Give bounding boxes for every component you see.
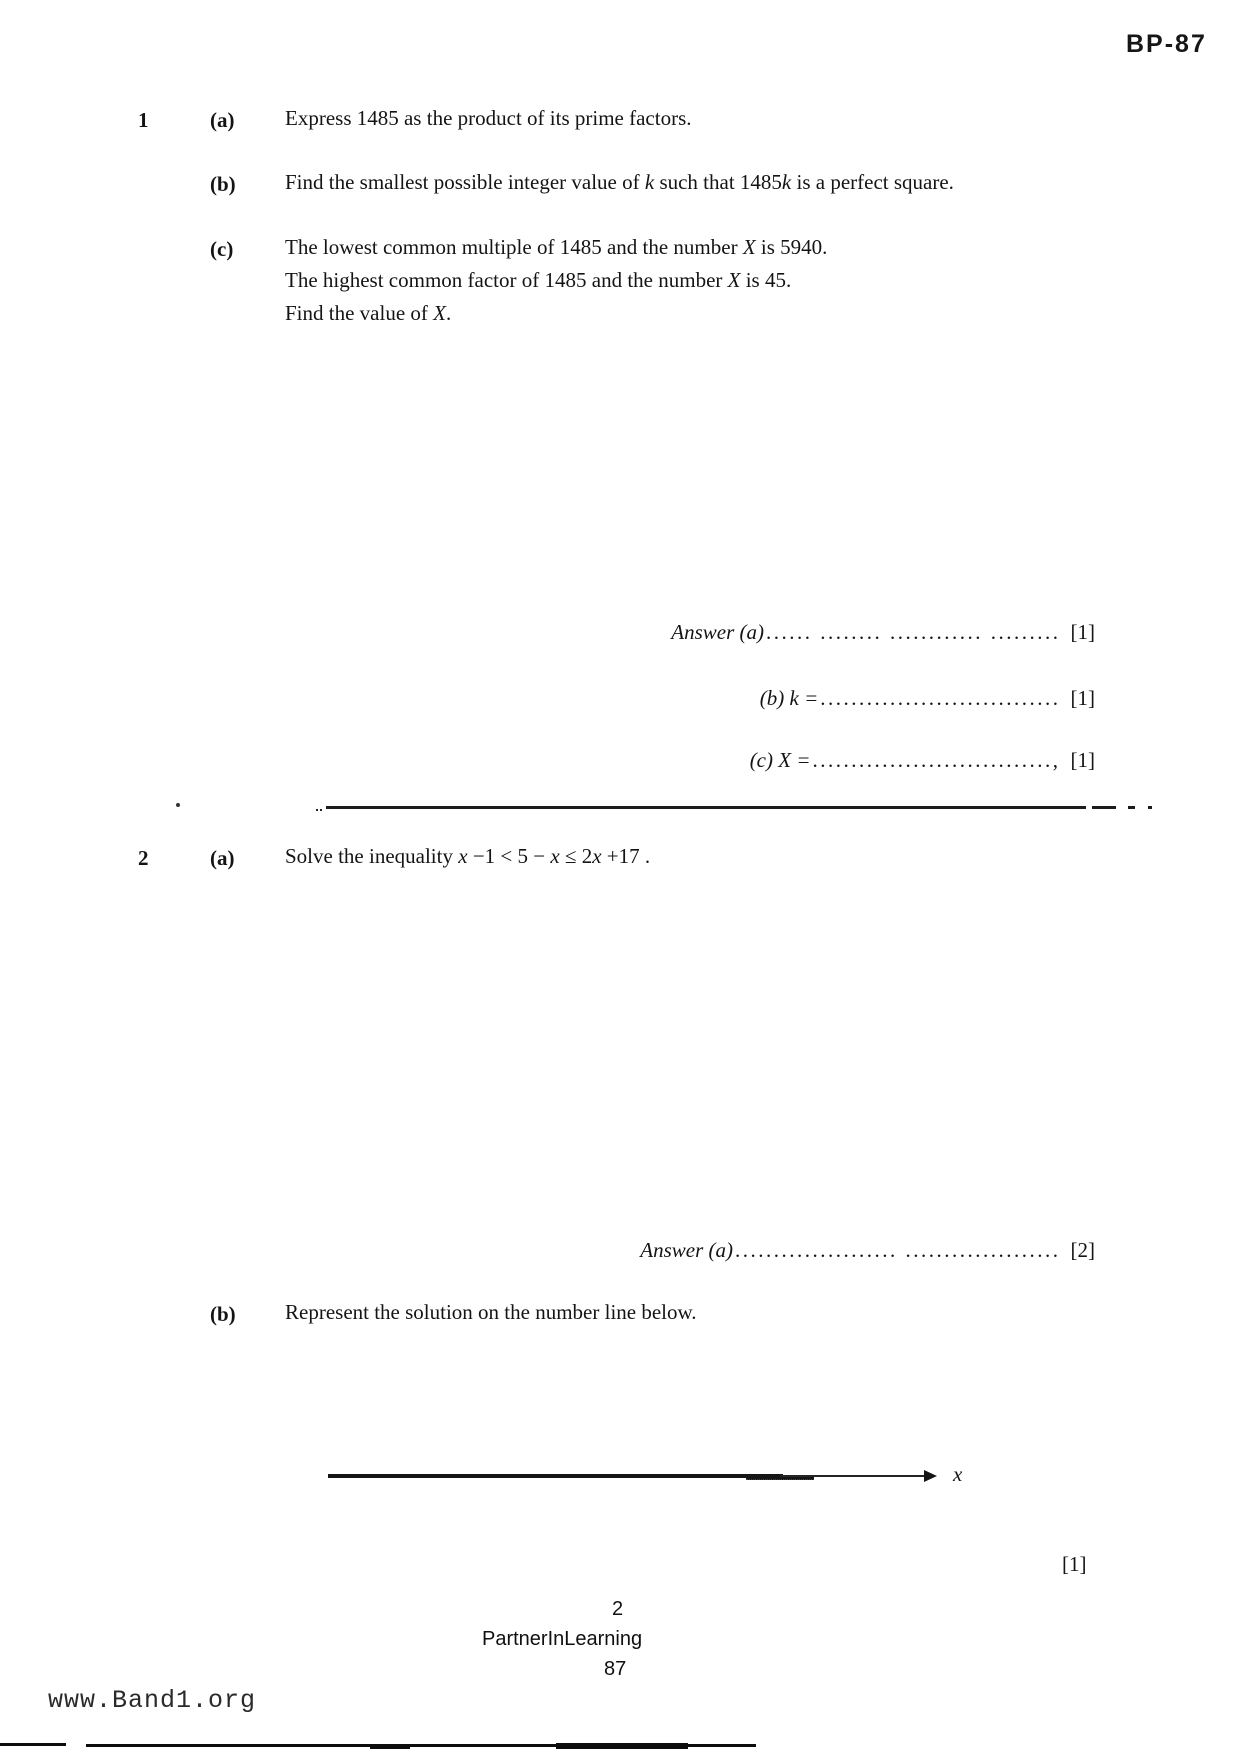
q1-part-a-label: (a) (210, 108, 235, 132)
q1-answer-c-label: (c) X = (749, 748, 811, 772)
q1-part-b-label: (b) (210, 172, 236, 196)
scan-edge-bar (0, 1743, 66, 1746)
number-line-scan-artifact (746, 1477, 814, 1480)
number-line-segment (328, 1474, 783, 1478)
number-line-arrowhead-icon (924, 1470, 937, 1482)
q1c-line2 (285, 264, 1085, 297)
q1-answer-a-blank: ...... ........ ............ ......... (766, 620, 1061, 644)
q2a-var-x3: x (592, 844, 602, 868)
q1c2-seg0: The highest common factor of 1485 and the number (285, 268, 728, 292)
q2-answer-a-label: Answer (a) (640, 1238, 733, 1262)
q2-answer-a-blank: ..................... .................... (735, 1238, 1061, 1262)
watermark-site: www.Band1.org (48, 1686, 257, 1715)
q1-answer-line-a (635, 620, 1095, 645)
scan-artifact-dot (176, 803, 180, 807)
q1-answer-line-b (635, 686, 1095, 711)
q1c3-seg0: Find the value of (285, 301, 434, 325)
q2-answer-a-marks: [2] (1070, 1238, 1095, 1262)
q1c-line1 (285, 231, 1085, 264)
q1-answer-c-blank: ..............................., (812, 748, 1061, 772)
section-divider (316, 806, 1146, 812)
q1-answer-a-marks: [1] (1070, 620, 1095, 644)
q2a-var-x2: x (550, 844, 560, 868)
q1-part-c-label: (c) (210, 237, 234, 261)
q1c2-seg2: is 45. (740, 268, 792, 292)
q2a-seg6: +17 . (601, 844, 651, 868)
paper-code: BP-87 (1126, 30, 1207, 58)
q1c3-var-x: X (433, 301, 446, 325)
q1c3-seg2: . (445, 301, 452, 325)
q2-part-b-label: (b) (210, 1302, 236, 1326)
q2-part-a-text (285, 840, 1085, 873)
footer-brand: PartnerInLearning (482, 1628, 643, 1650)
q1b-seg4: is a perfect square. (791, 170, 954, 194)
question-1-number: 1 (138, 108, 149, 132)
q1-answer-b-label: (b) k = (759, 686, 819, 710)
q1c-line3 (285, 297, 1085, 330)
number-line-segment-thin (780, 1475, 926, 1477)
q1b-var-k2: k (781, 170, 792, 194)
number-line-axis-label: x (953, 1462, 963, 1486)
q1-answer-c-marks: [1] (1070, 748, 1095, 772)
scan-edge-bar (556, 1743, 688, 1749)
q1-part-c-text (285, 231, 1085, 330)
footer-page-number: 2 (612, 1598, 624, 1620)
q1b-seg0: Find the smallest possible integer value of (285, 170, 645, 194)
q1-answer-line-c (635, 748, 1095, 773)
q2a-seg4: ≤ 2 (559, 844, 593, 868)
number-line (328, 1462, 1008, 1488)
q2-answer-line-a (635, 1238, 1095, 1263)
q1c1-seg0: The lowest common multiple of 1485 and the number (285, 235, 743, 259)
q1-part-a-text: Express 1485 as the product of its prime factors. (285, 106, 692, 130)
q1-answer-b-marks: [1] (1070, 686, 1095, 710)
q1-part-b-text (285, 166, 1095, 199)
q2-part-b-text: Represent the solution on the number line below. (285, 1300, 697, 1324)
q2a-seg2: −1 < 5 − (467, 844, 551, 868)
q1c2-var-x: X (727, 268, 741, 292)
q1c1-seg2: is 5940. (755, 235, 828, 259)
question-2-number: 2 (138, 846, 149, 870)
q1-answer-b-blank: ............................... (820, 686, 1061, 710)
q2-part-a-label: (a) (210, 846, 235, 870)
q1b-seg2: such that 1485 (654, 170, 782, 194)
q2a-seg0: Solve the inequality (285, 844, 459, 868)
q1b-var-k1: k (644, 170, 655, 194)
q2a-var-x1: x (458, 844, 468, 868)
footer-code: 87 (604, 1658, 627, 1680)
scan-edge-bar (370, 1744, 410, 1749)
q2b-marks: [1] (1062, 1552, 1087, 1576)
q1c1-var-x: X (742, 235, 756, 259)
q1-answer-a-label: Answer (a) (671, 620, 764, 644)
